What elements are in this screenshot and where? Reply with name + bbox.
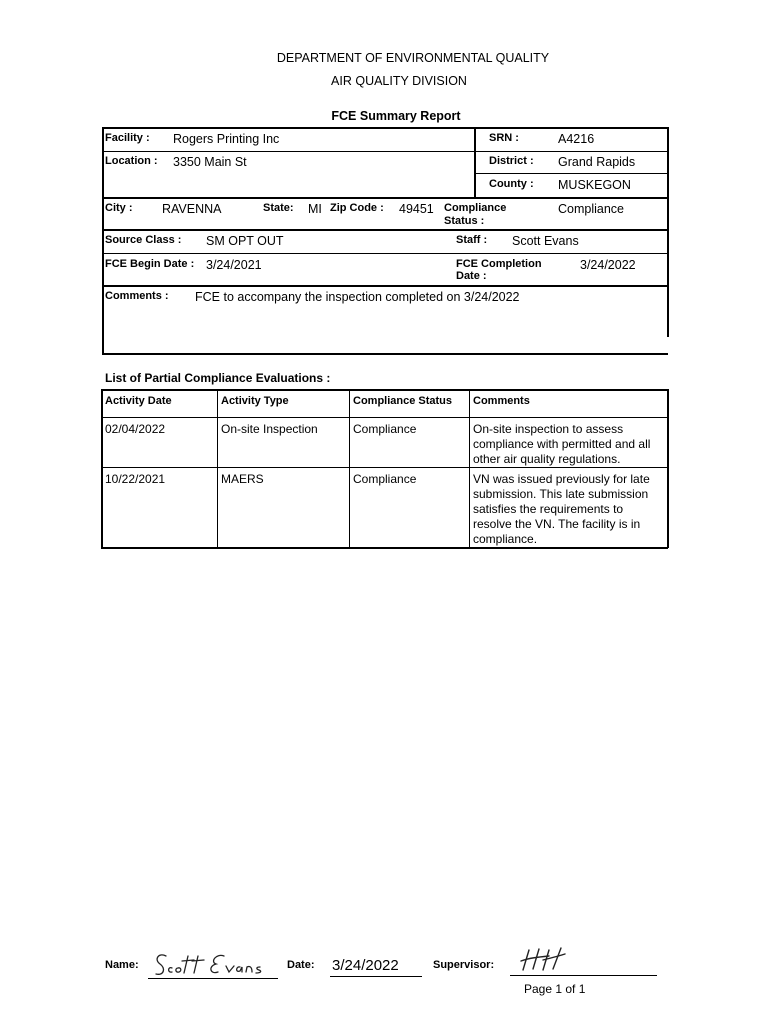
- col-header-activity-date: Activity Date: [105, 395, 172, 407]
- name-label: Name:: [105, 959, 139, 971]
- staff-value: Scott Evans: [512, 234, 579, 248]
- city-value: RAVENNA: [162, 202, 222, 216]
- zip-value: 49451: [399, 202, 434, 216]
- source-class-label: Source Class :: [105, 234, 182, 246]
- state-value: MI: [308, 202, 322, 216]
- row-compliance-status: Compliance: [353, 472, 417, 486]
- city-label: City :: [105, 202, 133, 214]
- state-label: State:: [263, 202, 294, 214]
- name-signature: [148, 948, 278, 980]
- row-activity-date: 02/04/2022: [105, 422, 166, 436]
- pce-list-title: List of Partial Compliance Evaluations :: [105, 371, 331, 385]
- district-label: District :: [489, 155, 534, 167]
- row-activity-date: 10/22/2021: [105, 472, 166, 486]
- division-title: AIR QUALITY DIVISION: [331, 74, 467, 88]
- scott-evans-signature-image: [148, 948, 278, 980]
- location-value: 3350 Main St: [173, 155, 247, 169]
- location-label: Location :: [105, 155, 158, 167]
- source-class-value: SM OPT OUT: [206, 234, 284, 248]
- fce-completion-value: 3/24/2022: [580, 258, 636, 272]
- fce-completion-label-line1: FCE Completion: [456, 258, 542, 270]
- comments-value: FCE to accompany the inspection completed on 3/24/2022: [195, 290, 520, 304]
- report-title: FCE Summary Report: [331, 109, 461, 123]
- fce-completion-label-line2: Date :: [456, 270, 487, 282]
- page-number: Page 1 of 1: [524, 982, 586, 996]
- district-value: Grand Rapids: [558, 155, 636, 169]
- col-header-comments: Comments: [473, 395, 530, 407]
- facility-value: Rogers Printing Inc: [173, 132, 280, 146]
- compliance-status-label-line1: Compliance: [444, 202, 507, 214]
- row-compliance-status: Compliance: [353, 422, 417, 436]
- supervisor-label: Supervisor:: [433, 959, 495, 971]
- staff-label: Staff :: [456, 234, 488, 246]
- zip-label: Zip Code :: [330, 202, 384, 214]
- fce-begin-date-value: 3/24/2021: [206, 258, 262, 272]
- srn-label: SRN :: [489, 132, 519, 144]
- row-activity-type: MAERS: [221, 472, 264, 486]
- col-header-activity-type: Activity Type: [221, 395, 289, 407]
- fce-begin-date-label: FCE Begin Date :: [105, 258, 195, 270]
- row-activity-type: On-site Inspection: [221, 422, 318, 436]
- department-title: DEPARTMENT OF ENVIRONMENTAL QUALITY: [276, 51, 550, 65]
- county-value: MUSKEGON: [558, 178, 631, 192]
- facility-label: Facility :: [105, 132, 150, 144]
- county-label: County :: [489, 178, 534, 190]
- supervisor-signature: [515, 944, 575, 974]
- comments-label: Comments :: [105, 290, 169, 302]
- hh-initials-signature-image: [515, 944, 575, 974]
- row-comments: On-site inspection to assess compliance with permitted and all other air quality regulations.: [473, 422, 651, 466]
- col-header-compliance-status: Compliance Status: [353, 395, 453, 407]
- compliance-status-label-line2: Status :: [444, 215, 485, 227]
- compliance-status-value: Compliance: [558, 202, 625, 216]
- srn-value: A4216: [558, 132, 595, 146]
- date-label: Date:: [287, 959, 315, 971]
- date-value: 3/24/2022: [332, 957, 399, 974]
- row-comments: VN was issued previously for late submission. This late submission satisfies the requirements to resolve the VN. The facility is in compliance.: [473, 472, 650, 546]
